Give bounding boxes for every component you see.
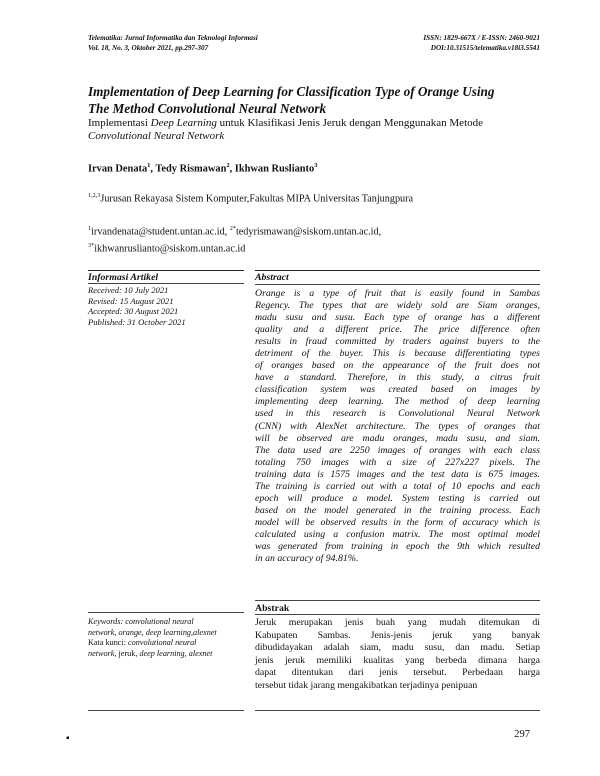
- doi: DOI:10.31515/telematika.v18i3.5541: [430, 43, 540, 52]
- page-number: 297: [514, 729, 530, 740]
- email-link[interactable]: irvandenata@student.untan.ac.id,: [91, 226, 230, 238]
- divider: [255, 710, 540, 711]
- text-line: implementing deep learning. The method of deep learning: [255, 396, 540, 408]
- issn: ISSN: 1829-667X / E-ISSN: 2460-9021: [423, 34, 540, 42]
- journal-name: Telematika: Jurnal Informatika dan Teknologi Informasi: [88, 34, 258, 42]
- text-line: quality and a different price. The price difference often: [255, 324, 540, 336]
- text-line: of oranges based on the appearance of the fruit does not: [255, 360, 540, 372]
- text-line: tersebut tidak jarang mengakibatkan terjadinya penipuan: [255, 679, 478, 691]
- text-line: (CNN) with AlexNet architecture. The types of oranges that: [255, 420, 540, 432]
- journal-header: [88, 34, 258, 53]
- text-line: was generated from training in epoch the 9th which resulted: [255, 540, 540, 552]
- divider: [88, 612, 244, 613]
- paper-title-id: Implementasi Deep Learning untuk Klasifikasi Jenis Jeruk dengan Menggunakan Metode Convolutional Neural Network: [88, 117, 484, 142]
- divider: [255, 270, 540, 271]
- divider: [88, 710, 244, 711]
- text-line: dibudidayakan adalah siam, madu susu, dan madu. Setiap: [255, 642, 540, 653]
- divider: [255, 600, 540, 601]
- text-line: will be observed are madu oranges, madu susu, and siam.: [255, 432, 540, 444]
- divider: [255, 284, 540, 285]
- abstrak-text: [255, 617, 540, 692]
- keywords: Keywords: convolutional neural network, orange, deep learning,alexnet Kata kunci: convolutional neural network, jeruk, deep learning, alexnet: [88, 617, 217, 658]
- text-line: in an accuracy of 94.81%.: [255, 553, 359, 565]
- abstract-title: Abstract: [255, 272, 289, 283]
- text-line: results in fraud committed by traders against buyers to the: [255, 336, 540, 348]
- divider: [88, 283, 244, 284]
- affiliation: $^{1,2,3}$Jurusan Rekayasa Sistem Komputer,Fakultas MIPA Universitas Tanjungpura: [88, 192, 414, 205]
- article-info-title: Informasi Artikel: [88, 272, 159, 283]
- text-line: have a standard. Therefore, in this study, a citrus fruit: [255, 372, 540, 384]
- author-list: Irvan Denata$^1$, Tedy Rismawan$^2$, Ikhwan Ruslianto$^3$: [88, 162, 318, 175]
- text-line: Regency. The types that are widely sold are Siam oranges,: [255, 300, 540, 312]
- divider: [255, 614, 540, 615]
- text-line: The data used are 2250 images of oranges with each class: [255, 444, 540, 456]
- text-line: jenis jeruk memiliki kualitas yang berbeda dimana harga: [255, 654, 540, 666]
- author-emails: $^1$irvandenata@student.untan.ac.id, $^{2*}$tedyrismawan@siskom.untan.ac.id, $^{3*}$ikhwanruslianto@siskom.untan.ac.id: [88, 225, 382, 255]
- journal-volume: Vol. 18, No. 3, Oktober 2021, pp.297-307: [88, 43, 209, 52]
- text-line: The training is carried out with a total of 10 epochs and each: [255, 480, 540, 492]
- text-line: classification system was created based on images by: [255, 384, 540, 396]
- text-line: totaling 750 images with a size of 227x227 pixels. The: [255, 456, 540, 468]
- text-line: epoch will produce a model. System testing is carried out: [255, 492, 540, 504]
- footer-bullet: ▪: [66, 733, 70, 744]
- divider: [88, 270, 244, 271]
- text-line: Jeruk merupakan jenis buah yang mudah ditemukan di: [255, 617, 540, 628]
- email-link[interactable]: tedyrismawan@siskom.untan.ac.id,: [235, 226, 382, 238]
- issn-header: [423, 34, 540, 53]
- text-line: madu susu and susu. Each type of orange has a different: [255, 312, 540, 324]
- text-line: dapat ditentukan dari jenis tersebut. Perbedaan harga: [255, 667, 540, 678]
- text-line: calculated using a confusion matrix. The most optimal model: [255, 528, 540, 540]
- paper-title-en: Implementation of Deep Learning for Classification Type of Orange Using The Method Convolutional Neural Network: [88, 84, 495, 116]
- text-line: Orange is a type of fruit that is easily found in Sambas: [255, 288, 540, 299]
- text-line: training data is 1575 images and the test data is 675 images.: [255, 468, 540, 480]
- text-line: Kabupaten Sambas. Jenis-jenis jeruk yang banyak: [255, 629, 540, 641]
- text-line: based on the model generated in the training process. Each: [255, 504, 540, 516]
- email-link[interactable]: ikhwanruslianto@siskom.untan.ac.id: [94, 243, 246, 255]
- article-dates: Received: 10 July 2021 Revised: 15 August 2021 Accepted: 30 August 2021 Published: 31 October 2021: [88, 285, 186, 328]
- text-line: detriment of the buyer. This is because differentiating types: [255, 348, 540, 360]
- text-line: used in this research is Convolutional Neural Network: [255, 408, 540, 420]
- abstract-text: [255, 288, 540, 565]
- abstrak-title: Abstrak: [255, 603, 290, 614]
- text-line: model will be observed results in the form of accuracy which is: [255, 516, 540, 528]
